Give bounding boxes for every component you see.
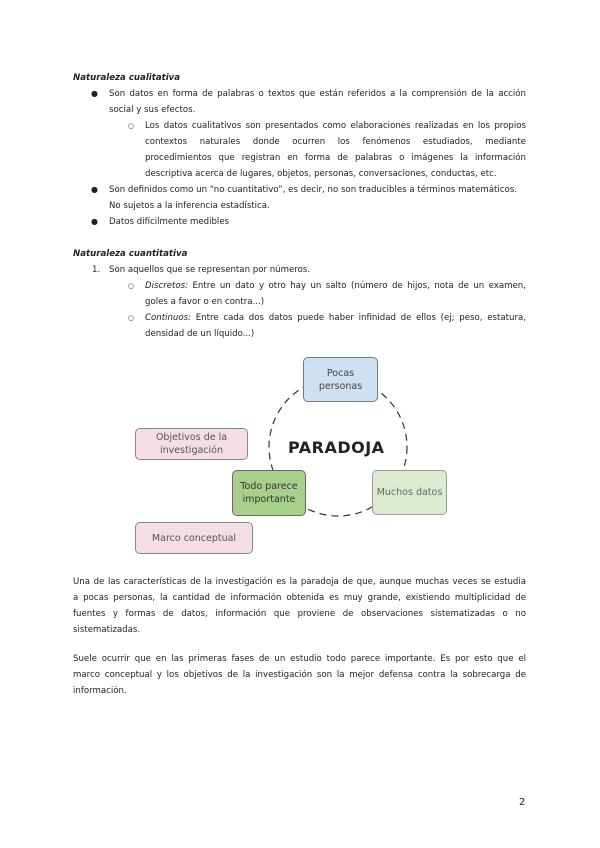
text-line: Una de las características de la investigación es la paradoja de que, aunque muchas veces se estudia (73, 577, 526, 587)
continuos-text: Entre cada dos datos puede haber infinidad de ellos (ej; peso, estatura, (191, 313, 526, 323)
heading-cuantitativa: Naturaleza cuantitativa (73, 249, 188, 259)
text-line: densidad de un líquido...) (145, 329, 255, 339)
marco-conceptual-box: Marco conceptual (135, 522, 253, 554)
text-line: Son datos en forma de palabras o textos que están referidos a la comprensión de la acción (109, 89, 526, 99)
text-line: Son definidos como un “no cuantitativo”, es decir, no son traducibles a términos matemáticos. (109, 185, 517, 195)
list-number: 1. (92, 265, 101, 275)
bullet-dot: ● (91, 217, 98, 226)
paragraph-marco (73, 651, 526, 699)
page-number: 2 (519, 797, 526, 808)
sub-bullet-circle: ○ (128, 122, 135, 130)
sub-bullet-circle: ○ (128, 314, 135, 322)
continuos-label: Continuos: (145, 313, 191, 323)
sub-bullet-circle: ○ (128, 282, 135, 290)
text-line: No sujetos a la inferencia estadística. (109, 201, 270, 211)
discretos-label: Discretos: (145, 281, 189, 291)
text-line: información. (73, 686, 127, 696)
text-line: fuentes y formas de datos, información que proviene de observaciones sistematizadas o no (73, 609, 526, 619)
todo-parece-importante-box: Todo parece importante (232, 470, 306, 516)
text-line: Los datos cualitativos son presentados como elaboraciones realizadas en los propios (145, 121, 526, 131)
text-line: marco conceptual y los objetivos de la investigación son la mejor defensa contra la sobrecarga de (73, 670, 526, 680)
discretos-text: Entre un dato y otro hay un salto (número de hijos, nota de un examen, (188, 281, 526, 291)
heading-cualitativa: Naturaleza cualitativa (73, 73, 181, 83)
bullet-dot: ● (91, 185, 98, 194)
cualitativa-bullet-3: Datos difícilmente medibles (109, 217, 230, 227)
muchos-datos-box: Muchos datos (372, 470, 447, 515)
text-line: descriptiva acerca de lugares, objetos, personas, conversaciones, conductas, etc. (145, 169, 497, 179)
text-line: a pocas personas, la cantidad de información obtenida es muy grande, existiendo multiplicidad de (73, 593, 526, 603)
paragraph-paradoja (73, 574, 526, 638)
bullet-dot: ● (91, 89, 98, 98)
text-line: Suele ocurrir que en las primeras fases de un estudio todo parece importante. Es por esto que el (73, 654, 526, 664)
text-line: sistematizadas. (73, 625, 141, 635)
pocas-personas-box: Pocas personas (303, 357, 378, 402)
text-line: procedimientos que registran en forma de palabras o imágenes la información (145, 153, 526, 163)
cuantitativa-item-1: Son aquellos que se representan por números. (109, 265, 311, 275)
text-line: contextos naturales donde ocurren los fenómenos estudiados, mediante (145, 137, 526, 147)
paradoja-label: PARADOJA (288, 438, 385, 457)
text-line: social y sus efectos. (109, 105, 196, 115)
objetivos-box: Objetivos de la investigación (135, 428, 248, 460)
text-line: goles a favor o en contra...) (145, 297, 265, 307)
